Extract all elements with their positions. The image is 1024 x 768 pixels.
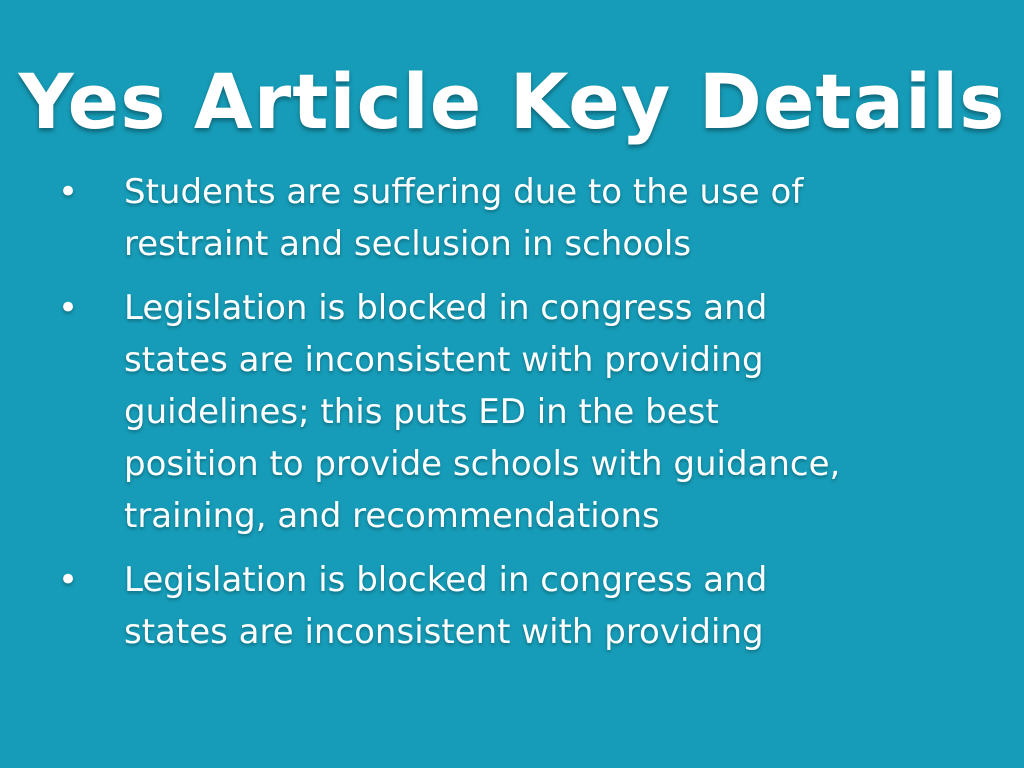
bullet-item	[0, 554, 864, 658]
bullet-item	[0, 282, 864, 542]
bullet-list	[0, 166, 1024, 670]
bullet-text: Students are suffering due to the use of restraint and seclusion in schools	[124, 172, 804, 264]
bullet-point-icon: •	[58, 172, 79, 212]
bullet-text: Legislation is blocked in congress and states are inconsistent with providing	[124, 560, 768, 652]
bullet-text: Legislation is blocked in congress and states are inconsistent with providing guidelines; this puts ED in the best position to provide schools with guidance, training, and recommendations	[124, 288, 841, 536]
slide-title: Yes Article Key Details	[18, 57, 1006, 146]
bullet-item	[0, 166, 864, 270]
bullet-point-icon: •	[58, 560, 79, 600]
bullet-list-container	[0, 160, 1024, 676]
bullet-point-icon: •	[58, 288, 79, 328]
